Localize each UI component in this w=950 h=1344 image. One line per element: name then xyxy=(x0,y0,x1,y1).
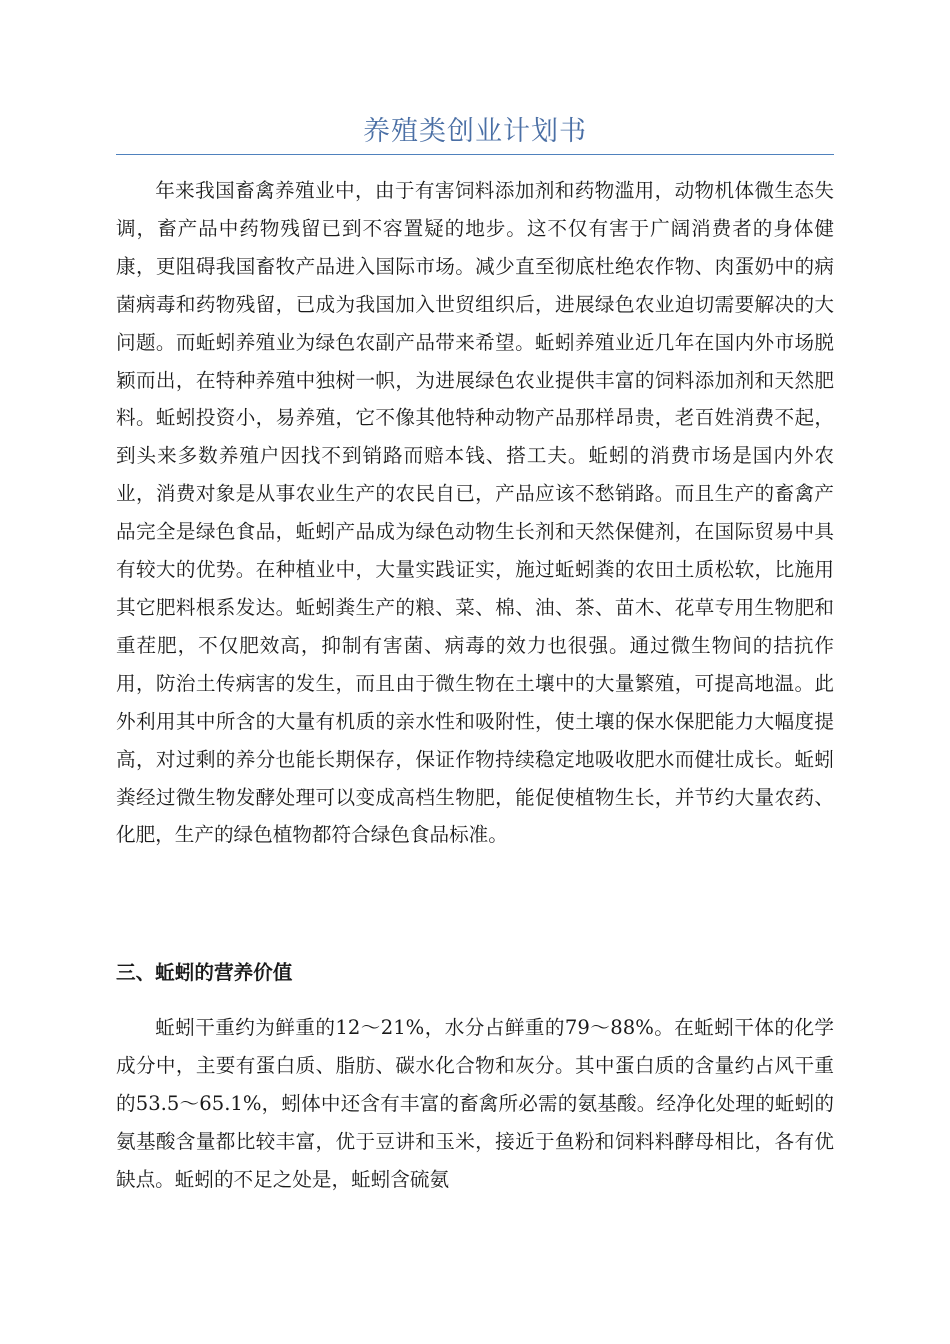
body-paragraph: 蚯蚓干重约为鲜重的12～21%，水分占鲜重的79～88%。在蚯蚓干体的化学成分中，主要有蛋白质、脂肪、碳水化合物和灰分。其中蛋白质的含量约占风干重的53.5～65.1%，蚓体中还含有丰富的畜禽所必需的氨基酸。经净化处理的蚯蚓的氨基酸含量都比较丰富，优于豆讲和玉米，接近于鱼粉和饲料料酵母相比，各有优缺点。蚯蚓的不足之处是，蚯蚓含硫氨 xyxy=(116,1016,834,1191)
document-title: 养殖类创业计划书 xyxy=(363,116,587,147)
section-heading: 三、蚯蚓的营养价值 xyxy=(116,961,293,984)
title-underline xyxy=(116,154,834,155)
body-paragraph: 年来我国畜禽养殖业中，由于有害饲料添加剂和药物滥用，动物机体微生态失调，畜产品中药物残留已到不容置疑的地步。这不仅有害于广阔消费者的身体健康，更阻碍我国畜牧产品进入国际市场。减少直至彻底杜绝农作物、肉蛋奶中的病菌病毒和药物残留，已成为我国加入世贸组织后，进展绿色农业迫切需要解决的大问题。而蚯蚓养殖业为绿色农副产品带来希望。蚯蚓养殖业近几年在国内外市场脱颖而出，在特种养殖中独树一帜，为进展绿色农业提供丰富的饲料添加剂和天然肥料。蚯蚓投资小，易养殖，它不像其他特种动物产品那样昂贵，老百姓消费不起，到头来多数养殖户因找不到销路而赔本钱、搭工夫。蚯蚓的消费市场是国内外农业，消费对象是从事农业生产的农民自已，产品应该不愁销路。而且生产的畜禽产品完全是绿色食品，蚯蚓产品成为绿色动物生长剂和天然保健剂，在国际贸易中具有较大的优势。在种植业中，大量实践证实，施过蚯蚓粪的农田土质松软，比施用其它肥料根系发达。蚯蚓粪生产的粮、菜、棉、油、茶、苗木、花草专用生物肥和重茬肥，不仅肥效高，抑制有害菌、病毒的效力也很强。通过微生物间的拮抗作用，防治土传病害的发生，而且由于微生物在土壤中的大量繁殖，可提高地温。此外利用其中所含的大量有机质的亲水性和吸附性，使土壤的保水保肥能力大幅度提高，对过剩的养分也能长期保存，保证作物持续稳定地吸收肥水而健壮成长。蚯蚓粪经过微生物发酵处理可以变成高档生物肥，能促使植物生长，并节约大量农药、化肥，生产的绿色植物都符合绿色食品标准。 xyxy=(116,179,834,847)
